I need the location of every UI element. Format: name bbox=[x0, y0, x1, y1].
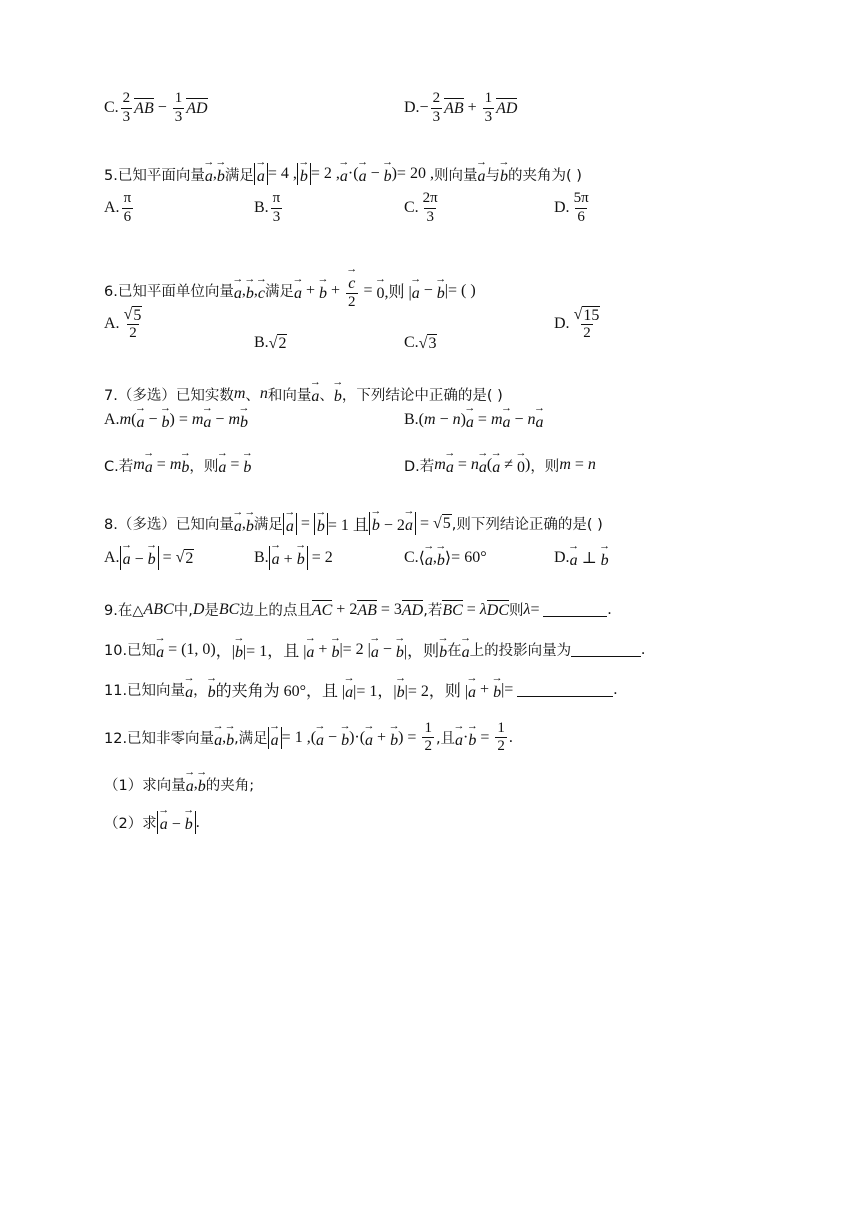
q9-answer-blank[interactable] bbox=[543, 602, 607, 617]
q8-option-b[interactable]: B. → a + → b = 2 bbox=[254, 546, 333, 569]
q6-option-a[interactable]: A. √ 5 2 bbox=[104, 305, 142, 342]
q4-option-c[interactable]: C. $\frac{2}{3}$ AB − $\frac{1}{3}$ AD bbox=[104, 90, 208, 125]
q6-option-d[interactable]: D. √ 15 2 bbox=[554, 305, 600, 342]
q8-option-a[interactable]: A. → a − → b = √ 2 bbox=[104, 546, 194, 569]
q7-option-a[interactable]: A. m ( → a − → b ) = m → a − m → b bbox=[104, 409, 248, 431]
q6-option-b[interactable]: B. √ 2 bbox=[254, 334, 287, 352]
question-6: 6.已知平面单位向量 → a , → b , → c 满足 → a + → b + → $\frac{c}{2}$ = → 0 ,则 | → a − → b |= ( ) bbox=[104, 270, 476, 312]
question-7: 7.（多选）已知实数 m 、 n 和向量 → a 、 → b ，下列结论中正确的是( ) bbox=[104, 383, 503, 405]
q7-option-b[interactable]: B. ( m − n ) → a = m → a − n → a bbox=[404, 409, 544, 431]
q8-option-c[interactable]: C. ⟨ → a , → b ⟩ = 60° bbox=[404, 547, 487, 569]
question-9: 9.在△ ABC 中, D 是 BC 边上的点且 AC + 2 AB = 3 AD ,若 BC = λ DC 则 λ = . bbox=[104, 600, 612, 619]
question-12: 12.已知非零向量 → a , → b ,满足 → a = 1 , ( → a − → b )·( → a + → b ) = $\frac{1}{2}$ ,且 → a · → b = $\frac{1}{2}$ . bbox=[104, 720, 513, 756]
q10-answer-blank[interactable] bbox=[571, 642, 641, 657]
q6-option-c[interactable]: C. √ 3 bbox=[404, 334, 437, 352]
question-5: 5.已知平面向量 → a , → b 满足 → a = 4 , → b = 2 , → a · ( → a − → b ) = 20 , 则向量 → a 与 → b 的夹角为( ) bbox=[104, 163, 582, 185]
q5-option-c[interactable]: C. $\frac{2\pi}{3}$ bbox=[404, 190, 438, 225]
q12-sub-2: （2）求 → a − → b . bbox=[104, 811, 200, 834]
q4-option-d[interactable]: D.− $\frac{2}{3}$ AB + $\frac{1}{3}$ AD bbox=[404, 90, 518, 125]
q12-sub-1: （1）求向量 → a , → b 的夹角; bbox=[104, 773, 254, 795]
q7-option-c[interactable]: C.若 m → a = m → b ，则 → a = → b bbox=[104, 454, 251, 476]
q5-option-d[interactable]: D. $\frac{5\pi}{6}$ bbox=[554, 190, 589, 225]
question-8: 8.（多选）已知向量 → a , → b 满足 → a = → b = 1 且 → b − 2→ a = √ 5 ,则下列结论正确的是( ) bbox=[104, 512, 603, 535]
q5-option-b[interactable]: B. $\frac{\pi}{3}$ bbox=[254, 190, 281, 225]
q5-option-a[interactable]: A. $\frac{\pi}{6}$ bbox=[104, 190, 132, 225]
q7-option-d[interactable]: D.若 m → a = n → a ( → a ≠ → 0 ) ，则 m = n bbox=[404, 454, 596, 476]
question-11: 11.已知向量 → a ， → b 的夹角为 60°，且 | → a |= 1，| → b |= 2，则 | → a + → b |= . bbox=[104, 678, 617, 701]
q11-answer-blank[interactable] bbox=[517, 682, 613, 697]
q8-option-d[interactable]: D. → a ⊥ → b bbox=[554, 547, 609, 569]
question-10: 10.已知 → a = (1, 0) ，| → b |= 1，且 | → a + → b |= 2 | → a − → b |，则 → b 在 → a 上的投影向量为 . bbox=[104, 638, 645, 661]
